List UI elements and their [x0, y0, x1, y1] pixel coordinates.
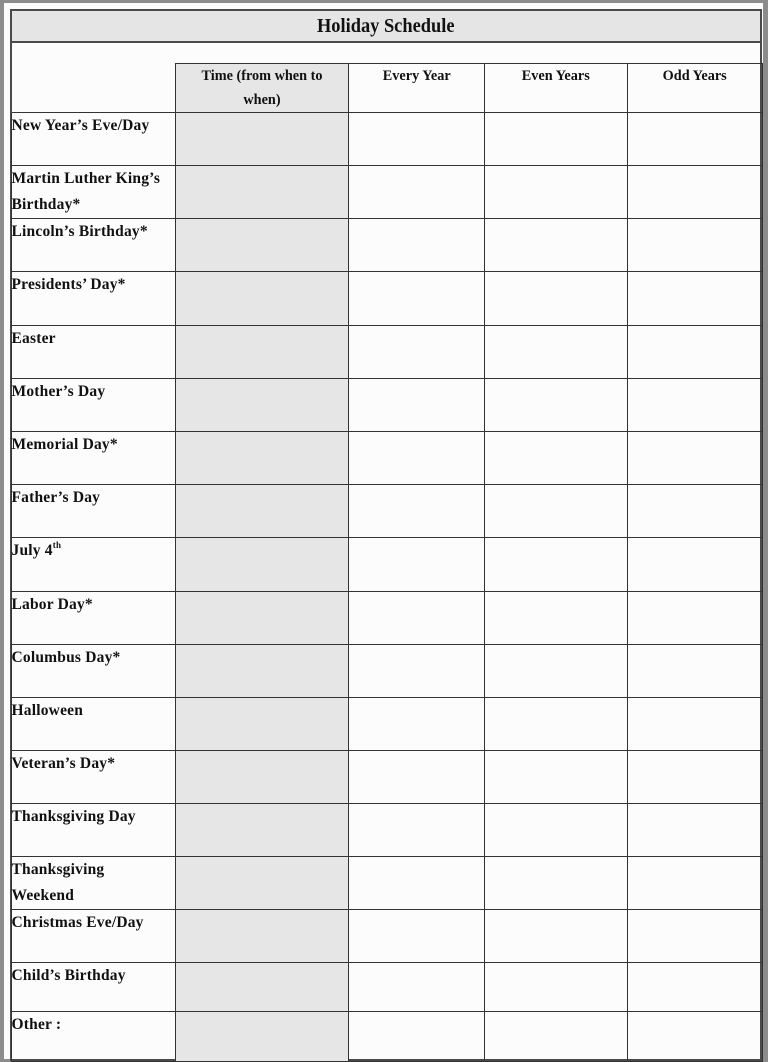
odd-years-cell[interactable]: [628, 113, 763, 166]
time-cell[interactable]: [176, 432, 349, 485]
holiday-label: [11, 645, 176, 698]
every-year-cell[interactable]: [349, 857, 485, 910]
holiday-label: [11, 219, 176, 272]
odd-years-cell[interactable]: [628, 272, 763, 326]
even-years-cell[interactable]: [484, 910, 628, 963]
holiday-label: [11, 113, 176, 166]
holiday-name: Veteran’s Day*: [11, 755, 116, 772]
every-year-cell[interactable]: [349, 910, 485, 963]
every-year-cell[interactable]: [349, 645, 485, 698]
holiday-label: [11, 272, 176, 326]
odd-years-cell[interactable]: [628, 219, 763, 272]
holiday-label: [11, 910, 176, 963]
time-cell[interactable]: [176, 113, 349, 166]
holiday-name: Columbus Day*: [11, 649, 121, 666]
odd-years-cell[interactable]: [628, 166, 763, 219]
time-cell[interactable]: [176, 538, 349, 592]
holiday-label: [11, 1012, 176, 1062]
table-row: [11, 592, 763, 645]
every-year-cell[interactable]: [349, 592, 485, 645]
holiday-label: [11, 538, 176, 592]
odd-years-cell[interactable]: [628, 326, 763, 379]
time-cell[interactable]: [176, 1012, 349, 1062]
even-years-cell[interactable]: [484, 166, 628, 219]
time-cell[interactable]: [176, 857, 349, 910]
table-row: [11, 1012, 763, 1062]
even-years-cell[interactable]: [484, 113, 628, 166]
holiday-name: Father’s Day: [11, 489, 101, 506]
even-years-cell[interactable]: [484, 379, 628, 432]
document-page: [4, 3, 763, 1059]
header-every-year: Every Year: [349, 64, 485, 113]
holiday-label: [11, 751, 176, 804]
time-cell[interactable]: [176, 698, 349, 751]
table-row: [11, 538, 763, 592]
table-row: [11, 379, 763, 432]
time-cell[interactable]: [176, 910, 349, 963]
time-cell[interactable]: [176, 485, 349, 538]
title-bar: [10, 9, 762, 43]
holiday-name: Thanksgiving Weekend: [11, 861, 105, 904]
odd-years-cell[interactable]: [628, 379, 763, 432]
holiday-schedule-table: [10, 63, 763, 1062]
holiday-name: Martin Luther King’s Birthday*: [11, 170, 161, 213]
holiday-label: [11, 698, 176, 751]
document-title: Holiday Schedule: [317, 14, 455, 37]
odd-years-cell[interactable]: [628, 804, 763, 857]
holiday-label: [11, 963, 176, 1012]
time-cell[interactable]: [176, 379, 349, 432]
holiday-name: Mother’s Day: [11, 383, 106, 400]
holiday-label: [11, 379, 176, 432]
header-odd-years: Odd Years: [628, 64, 763, 113]
holiday-label: [11, 166, 176, 219]
table-row: [11, 857, 763, 910]
every-year-cell[interactable]: [349, 1012, 485, 1062]
odd-years-cell[interactable]: [628, 1012, 763, 1062]
even-years-cell[interactable]: [484, 698, 628, 751]
every-year-cell[interactable]: [349, 485, 485, 538]
holiday-name: Thanksgiving Day: [11, 808, 136, 825]
ordinal-superscript: th: [52, 540, 62, 550]
header-holiday: [11, 64, 176, 113]
every-year-cell[interactable]: [349, 963, 485, 1012]
table-row: [11, 113, 763, 166]
even-years-cell[interactable]: [484, 751, 628, 804]
every-year-cell[interactable]: [349, 272, 485, 326]
holiday-name: Easter: [11, 330, 56, 347]
even-years-cell[interactable]: [484, 326, 628, 379]
odd-years-cell[interactable]: [628, 645, 763, 698]
holiday-label: [11, 857, 176, 910]
even-years-cell[interactable]: [484, 804, 628, 857]
holiday-name: Halloween: [11, 702, 84, 719]
every-year-cell[interactable]: [349, 538, 485, 592]
table-row: [11, 751, 763, 804]
holiday-label: [11, 485, 176, 538]
table-row: [11, 485, 763, 538]
table-row: [11, 166, 763, 219]
even-years-cell[interactable]: [484, 538, 628, 592]
every-year-cell[interactable]: [349, 113, 485, 166]
even-years-cell[interactable]: [484, 219, 628, 272]
every-year-cell[interactable]: [349, 698, 485, 751]
even-years-cell[interactable]: [484, 645, 628, 698]
holiday-label: [11, 432, 176, 485]
time-cell[interactable]: [176, 326, 349, 379]
time-cell[interactable]: [176, 592, 349, 645]
odd-years-cell[interactable]: [628, 751, 763, 804]
header-even-years: Even Years: [484, 64, 628, 113]
time-cell[interactable]: [176, 963, 349, 1012]
header-row: [11, 64, 763, 113]
holiday-name: Memorial Day*: [11, 436, 118, 453]
header-time: Time (from when to when): [176, 64, 349, 113]
holiday-label: [11, 326, 176, 379]
every-year-cell[interactable]: [349, 166, 485, 219]
table-row: [11, 326, 763, 379]
every-year-cell[interactable]: [349, 219, 485, 272]
holiday-name: Other :: [11, 1016, 62, 1033]
holiday-name: New Year’s Eve/Day: [11, 117, 150, 134]
holiday-name: Child’s Birthday: [11, 967, 126, 984]
holiday-label: [11, 804, 176, 857]
odd-years-cell[interactable]: [628, 485, 763, 538]
every-year-cell[interactable]: [349, 379, 485, 432]
odd-years-cell[interactable]: [628, 538, 763, 592]
odd-years-cell[interactable]: [628, 910, 763, 963]
even-years-cell[interactable]: [484, 272, 628, 326]
odd-years-cell[interactable]: [628, 432, 763, 485]
odd-years-cell[interactable]: [628, 698, 763, 751]
time-cell[interactable]: [176, 272, 349, 326]
even-years-cell[interactable]: [484, 857, 628, 910]
table-row: [11, 432, 763, 485]
holiday-name: Labor Day*: [11, 596, 93, 613]
even-years-cell[interactable]: [484, 1012, 628, 1062]
even-years-cell[interactable]: [484, 963, 628, 1012]
time-cell[interactable]: [176, 166, 349, 219]
time-cell[interactable]: [176, 645, 349, 698]
even-years-cell[interactable]: [484, 485, 628, 538]
holiday-name: Lincoln’s Birthday*: [11, 223, 148, 240]
odd-years-cell[interactable]: [628, 592, 763, 645]
table-row: [11, 963, 763, 1012]
every-year-cell[interactable]: [349, 751, 485, 804]
odd-years-cell[interactable]: [628, 857, 763, 910]
table-row: [11, 698, 763, 751]
time-cell[interactable]: [176, 804, 349, 857]
table-row: [11, 219, 763, 272]
table-row: [11, 645, 763, 698]
every-year-cell[interactable]: [349, 432, 485, 485]
time-cell[interactable]: [176, 219, 349, 272]
even-years-cell[interactable]: [484, 432, 628, 485]
odd-years-cell[interactable]: [628, 963, 763, 1012]
holiday-name: July 4: [11, 542, 53, 559]
holiday-label: [11, 592, 176, 645]
table-row: [11, 804, 763, 857]
holiday-name: Presidents’ Day*: [11, 276, 126, 293]
every-year-cell[interactable]: [349, 326, 485, 379]
table-row: [11, 910, 763, 963]
table-row: [11, 272, 763, 326]
every-year-cell[interactable]: [349, 804, 485, 857]
holiday-name: Christmas Eve/Day: [11, 914, 144, 931]
time-cell[interactable]: [176, 751, 349, 804]
even-years-cell[interactable]: [484, 592, 628, 645]
